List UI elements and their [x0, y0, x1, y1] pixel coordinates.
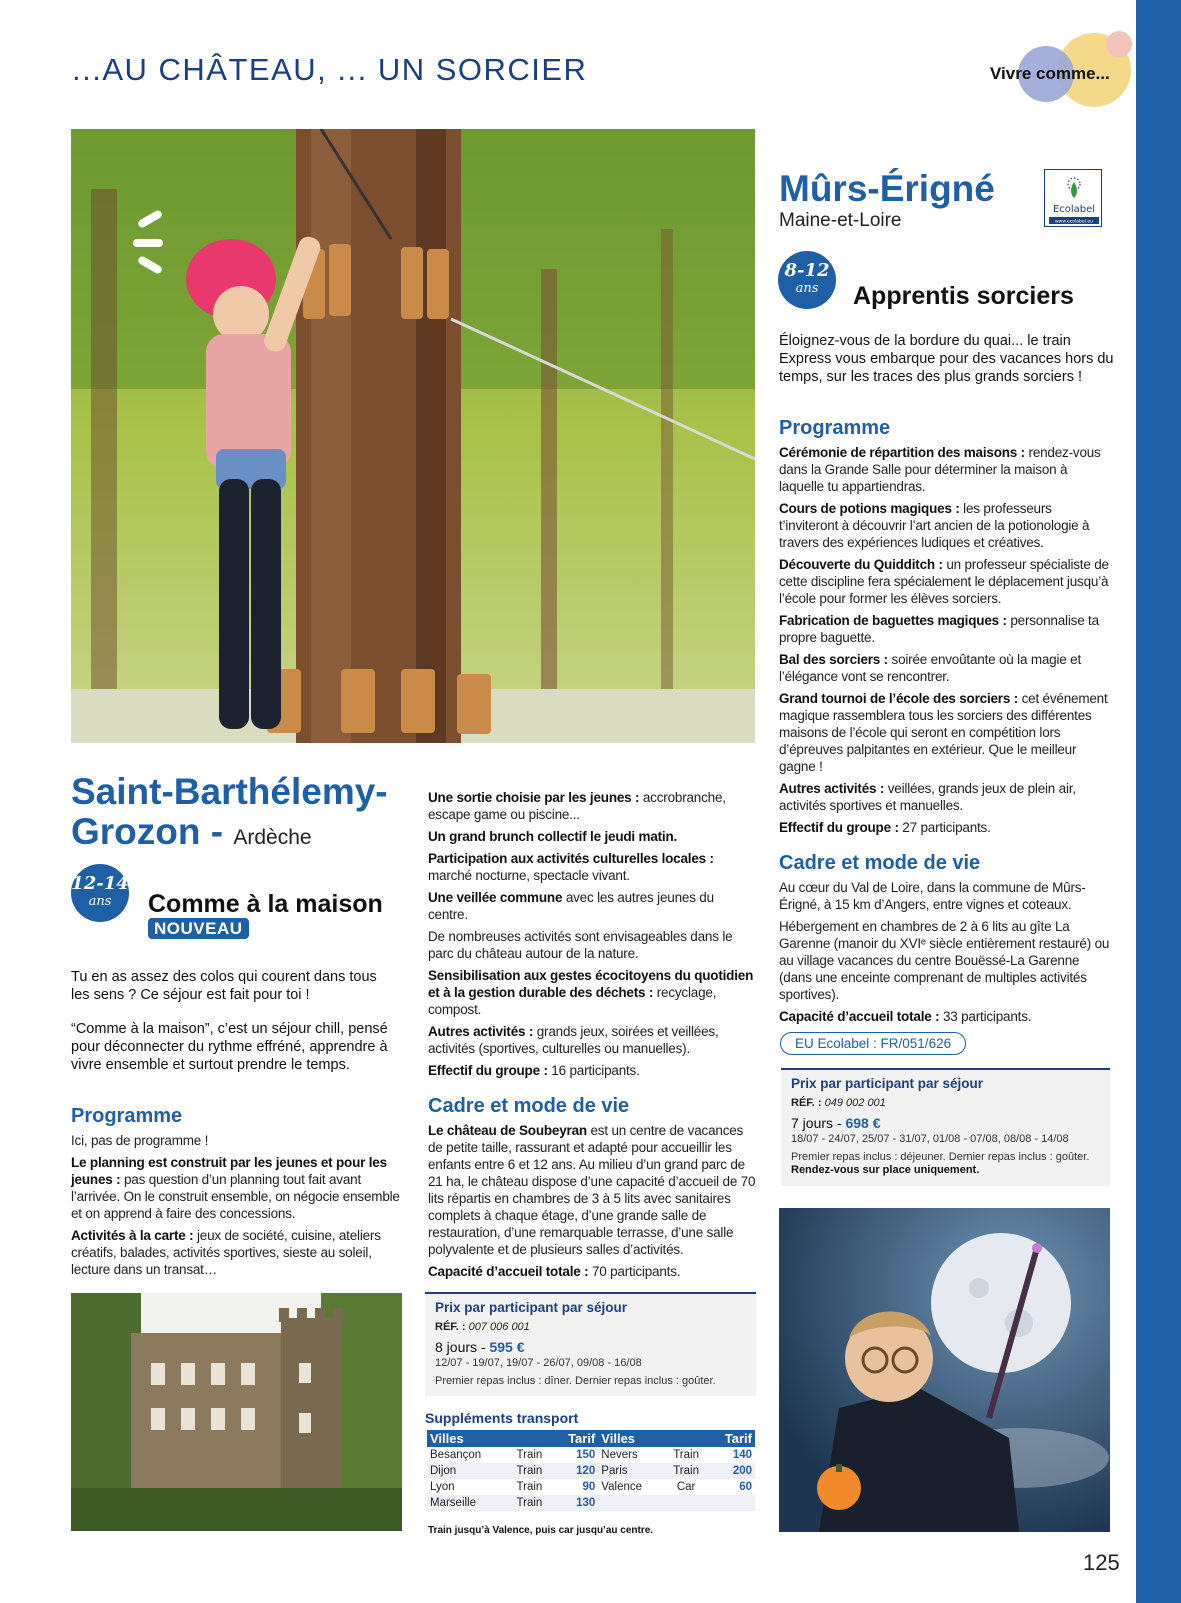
section2-price-box — [781, 1068, 1110, 1186]
price-heading: Prix par participant par séjour — [435, 1300, 628, 1315]
table-row: Lyon Train 90 Valence Car 60 — [430, 1481, 752, 1493]
header-tag: Vivre comme... — [990, 64, 1110, 83]
price-note: Rendez-vous sur place uniquement. — [791, 1164, 980, 1176]
activity-item: Une veillée commune avec les autres jeunes du centre. — [428, 890, 714, 922]
section2-subtitle: Apprentis sorciers — [853, 282, 1074, 310]
programme-item: Découverte du Quidditch : un professeur spécialiste de cette discipline fera spécialement le déplacement jusqu’à l’école pour former les élèves sorciers. — [779, 557, 1109, 606]
price-dates: 18/07 - 24/07, 25/07 - 31/07, 01/08 - 07/08, 08/08 - 14/08 — [791, 1133, 1069, 1145]
section1-intro-1: Tu en as assez des colos qui courent dans tous les sens ? Ce séjour est fait pour toi ! — [71, 969, 377, 1003]
cadre-item: Capacité d’accueil totale : 70 participants. — [428, 1264, 681, 1279]
section2-age-unit: ans — [795, 281, 819, 296]
section1-programme — [71, 1132, 401, 1283]
page-number: 125 — [1083, 1550, 1120, 1575]
price-ref: RÉF. : 007 006 001 — [435, 1321, 530, 1333]
section1-age-unit: ans — [88, 894, 112, 909]
section2-cadre — [779, 879, 1114, 1030]
price-amount: 595 € — [489, 1339, 525, 1355]
ecolabel-reference: EU Ecolabel : FR/051/626 — [780, 1032, 966, 1055]
programme-item: Ici, pas de programme ! — [71, 1133, 209, 1148]
activity-item: Un grand brunch collectif le jeudi matin. — [428, 829, 678, 844]
activity-item: De nombreuses activités sont envisageables dans le parc du château autour de la nature. — [428, 929, 733, 961]
cadre-item: Au cœur du Val de Loire, dans la commune de Mûrs-Érigné, à 15 km d’Angers, entre vignes et coteaux. — [779, 880, 1086, 912]
section1-cadre — [428, 1122, 756, 1285]
section2-age-range: 8-12 — [784, 260, 830, 281]
programme-item: Bal des sorciers : soirée envoûtante où la magie et l’élégance vont se rencontrer. — [779, 652, 1082, 684]
section1-cadre-heading: Cadre et mode de vie — [428, 1095, 630, 1117]
section2-age-badge — [778, 251, 836, 309]
section1-age-range: 12-14 — [71, 873, 129, 894]
section1-age-badge — [71, 864, 129, 922]
activity-item: Effectif du groupe : 16 participants. — [428, 1063, 640, 1078]
section2-title: Mûrs-Érigné — [779, 168, 995, 209]
svg-text:www.ecolabel.eu: www.ecolabel.eu — [1055, 219, 1093, 225]
ecolabel-logo — [1044, 169, 1102, 227]
price-duration: 7 jours - 698 € — [791, 1115, 881, 1131]
section2-programme-heading: Programme — [779, 417, 891, 439]
section2-region: Maine-et-Loire — [779, 210, 902, 231]
section1-programme-heading: Programme — [71, 1105, 183, 1127]
price-amount: 698 € — [845, 1115, 881, 1131]
supplements-table — [427, 1430, 755, 1511]
table-row: Marseille Train 130 — [427, 1495, 755, 1511]
photo-young-wizard — [779, 1208, 1110, 1532]
activity-item: Une sortie choisie par les jeunes : accrobranche, escape game ou piscine... — [428, 790, 726, 822]
price-meals: Premier repas inclus : déjeuner. Dernier repas inclus : goûter. — [791, 1151, 1090, 1163]
svg-text:Ecolabel: Ecolabel — [1052, 204, 1096, 215]
programme-item: Fabrication de baguettes magiques : personnalise ta propre baguette. — [779, 613, 1099, 645]
section1-intro-2: “Comme à la maison”, c’est un séjour chill, pensé pour déconnecter du rythme effréné, apprendre à vivre ensemble et surtout prendre le temps. — [71, 1021, 388, 1073]
table-header-row: Villes Tarif Villes Tarif — [427, 1430, 755, 1447]
programme-item: Grand tournoi de l’école des sorciers : cet événement magique rassemblera tous les sorciers des différentes maisons de l’école qui seront en compétition lors d’épreuves palpitantes en extérieur. Que le meilleur gagne ! — [779, 691, 1108, 774]
table-row: Dijon Train 120 Paris Train 200 — [427, 1463, 755, 1479]
programme-item: Activités à la carte : jeux de société, cuisine, ateliers créatifs, balades, activités sportives, sieste au soleil, lecture dans un transat… — [71, 1228, 381, 1277]
programme-item: Cérémonie de répartition des maisons : rendez-vous dans la Grande Salle pour déterminer la maison à laquelle tu appartiendras. — [779, 445, 1101, 494]
supplements-note: Train jusqu’à Valence, puis car jusqu’au centre. — [428, 1525, 654, 1536]
price-heading: Prix par participant par séjour — [791, 1076, 984, 1091]
programme-item: Autres activités : veillées, grands jeux de plein air, activités sportives et manuelles. — [779, 781, 1076, 813]
section1-activities — [428, 789, 756, 1084]
section2-intro: Éloignez-vous de la bordure du quai... le train Express vous embarque pour des vacances hors du temps, sur les traces des plus grands sorciers ! — [779, 333, 1114, 385]
programme-item: Le planning est construit par les jeunes et pour les jeunes : pas question d’un planning tout fait avant l’arrivée. On le construit ensemble, on négocie ensemble et on apprend à faire des concessions. — [71, 1155, 400, 1221]
section2-cadre-heading: Cadre et mode de vie — [779, 852, 981, 874]
price-dates: 12/07 - 19/07, 19/07 - 26/07, 09/08 - 16/08 — [435, 1357, 642, 1369]
price-ref: RÉF. : 049 002 001 — [791, 1097, 886, 1109]
activity-item: Sensibilisation aux gestes écocitoyens du quotidien et à la gestion durable des déchets : recyclage, compost. — [428, 968, 754, 1017]
new-badge: NOUVEAU — [148, 918, 249, 939]
section1-price-box — [425, 1292, 756, 1396]
photo-chateau — [71, 1293, 402, 1531]
page-title: ...AU CHÂTEAU, ... UN SORCIER — [72, 52, 588, 87]
supplements-heading: Suppléments transport — [425, 1410, 579, 1426]
section1-region: Ardèche — [233, 826, 312, 849]
price-duration: 8 jours - 595 € — [435, 1339, 525, 1355]
cadre-item: Capacité d’accueil totale : 33 participants. — [779, 1009, 1032, 1024]
cadre-item: Le château de Soubeyran est un centre de vacances de petite taille, rassurant et adapté pour accueillir les enfants entre 6 et 12 ans. Au milieu d’un grand parc de 21 ha, le château dispose d’une capacité d’accueil de 70 lits répartis en chambres de 3 à 5 lits avec sanitaires complets à chaque étage, d’une grande salle de restauration, d’une remarquable terrasse, d’une salle polyvalente et de plusieurs salles d’activités. — [428, 1123, 756, 1257]
photo-tree-climbing — [71, 129, 755, 743]
activity-item: Participation aux activités culturelles locales : marché nocturne, spectacle vivant. — [428, 851, 714, 883]
side-band — [1136, 0, 1181, 1603]
activity-item: Autres activités : grands jeux, soirées et veillées, activités (sportives, culturelles ou manuelles). — [428, 1024, 719, 1056]
price-meals: Premier repas inclus : dîner. Dernier repas inclus : goûter. — [435, 1375, 716, 1387]
section1-subtitle: Comme à la maison — [148, 890, 383, 918]
programme-item: Effectif du groupe : 27 participants. — [779, 820, 991, 835]
section2-programme — [779, 444, 1114, 841]
section1-title-line2: Grozon - — [71, 811, 224, 852]
section1-title-line1: Saint-Barthélemy- — [71, 771, 388, 812]
table-row: Besançon Train 150 Nevers Train 140 — [430, 1449, 752, 1461]
section1-title — [71, 772, 411, 858]
cadre-item: Hébergement en chambres de 2 à 6 lits au gîte La Garenne (manoir du XVIᵉ siècle entièrement restauré) ou au village vacances du centre Bouëssé-La Garenne (dans une enceinte comprenant de multiples activités sportives). — [779, 919, 1110, 1002]
programme-item: Cours de potions magiques : les professeurs t’inviteront à découvrir l’art ancien de la potionologie à travers des expériences ludiques et créatives. — [779, 501, 1090, 550]
